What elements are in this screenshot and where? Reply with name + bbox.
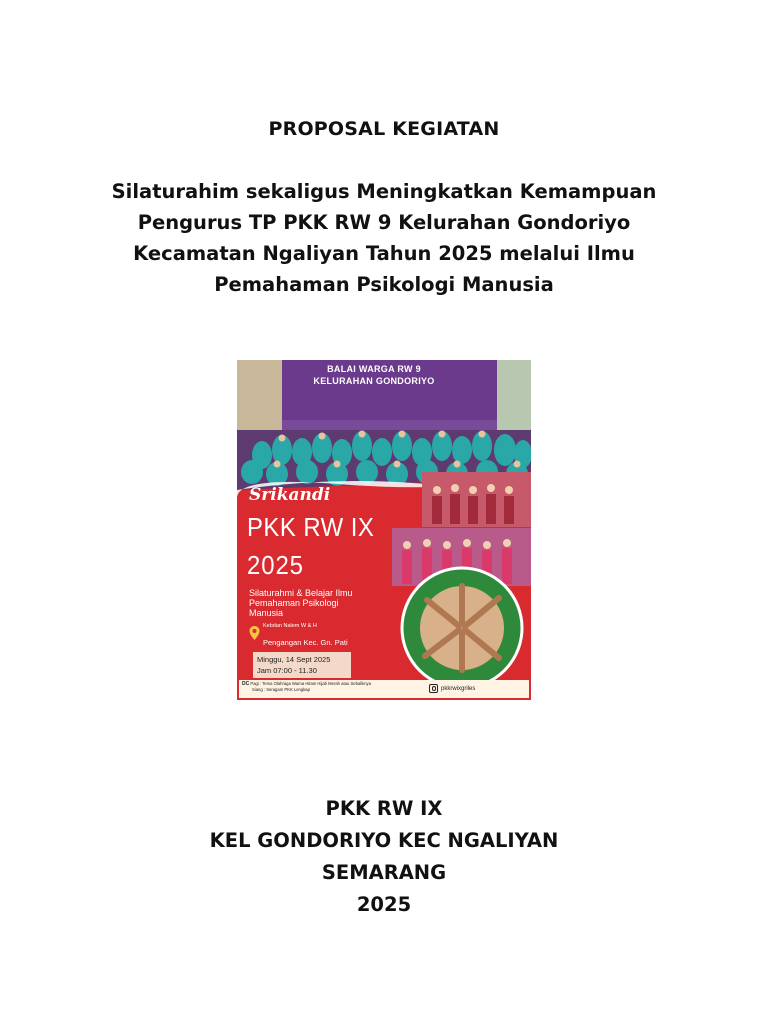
hall-sign-line: KELURAHAN GONDORIYO xyxy=(313,376,435,386)
subtitle-line: Kecamatan Ngaliyan Tahun 2025 melalui Ilmu xyxy=(133,242,635,265)
poster-instagram xyxy=(425,680,529,698)
hall-sign-line: BALAI WARGA RW 9 xyxy=(327,364,421,374)
subtitle-line: Silaturahim sekaligus Meningkatkan Kemampuan xyxy=(111,180,657,203)
poster-dresscode xyxy=(239,680,425,698)
document-subtitle xyxy=(0,176,768,300)
footer-line: SEMARANG xyxy=(321,861,447,884)
subtitle-line: Pengurus TP PKK RW 9 Kelurahan Gondoriyo xyxy=(137,211,631,234)
poster-date-box xyxy=(253,652,351,678)
footer-line: PKK RW IX xyxy=(325,797,443,820)
subtitle-line: Pemahaman Psikologi Manusia xyxy=(214,273,554,296)
footer-line: KEL GONDORIYO KEC NGALIYAN xyxy=(209,829,559,852)
poster-time: Jam 07:00 - 11.30 xyxy=(257,666,317,675)
footer-line: 2025 xyxy=(356,893,412,916)
instagram-icon xyxy=(429,684,438,693)
dresscode-line: Siang : Seragam PKK Lengkap xyxy=(252,687,310,692)
poster-brand-year: 2025 xyxy=(247,550,304,580)
tagline-line: Pemahaman Psikologi xyxy=(249,598,339,608)
poster-brand-script: Srikandi xyxy=(249,485,331,505)
poster-venue-line: Pengangan Kec. Gn. Pati xyxy=(263,638,348,647)
instagram-handle: pkkrwixgriles xyxy=(441,686,476,692)
location-pin-icon xyxy=(249,626,260,640)
poster-tagline xyxy=(249,588,389,618)
tagline-line: Silaturahmi & Belajar Ilmu xyxy=(249,588,353,598)
poster-date: Minggu, 14 Sept 2025 xyxy=(257,655,331,664)
document-title: PROPOSAL KEGIATAN xyxy=(268,118,500,140)
document-footer xyxy=(0,793,768,921)
tagline-line: Manusia xyxy=(249,608,284,618)
dresscode-label: DC xyxy=(242,681,250,687)
poster-brand-title: PKK RW IX xyxy=(247,512,375,542)
dresscode-line: Pagi : Tema Olahraga Warna Hitam Hijab Merah atau Sebaliknya xyxy=(250,681,371,686)
hall-sign-text xyxy=(299,363,449,387)
poster-venue-line: Kebdan Nalem W & H xyxy=(263,623,317,629)
event-poster xyxy=(237,360,531,700)
